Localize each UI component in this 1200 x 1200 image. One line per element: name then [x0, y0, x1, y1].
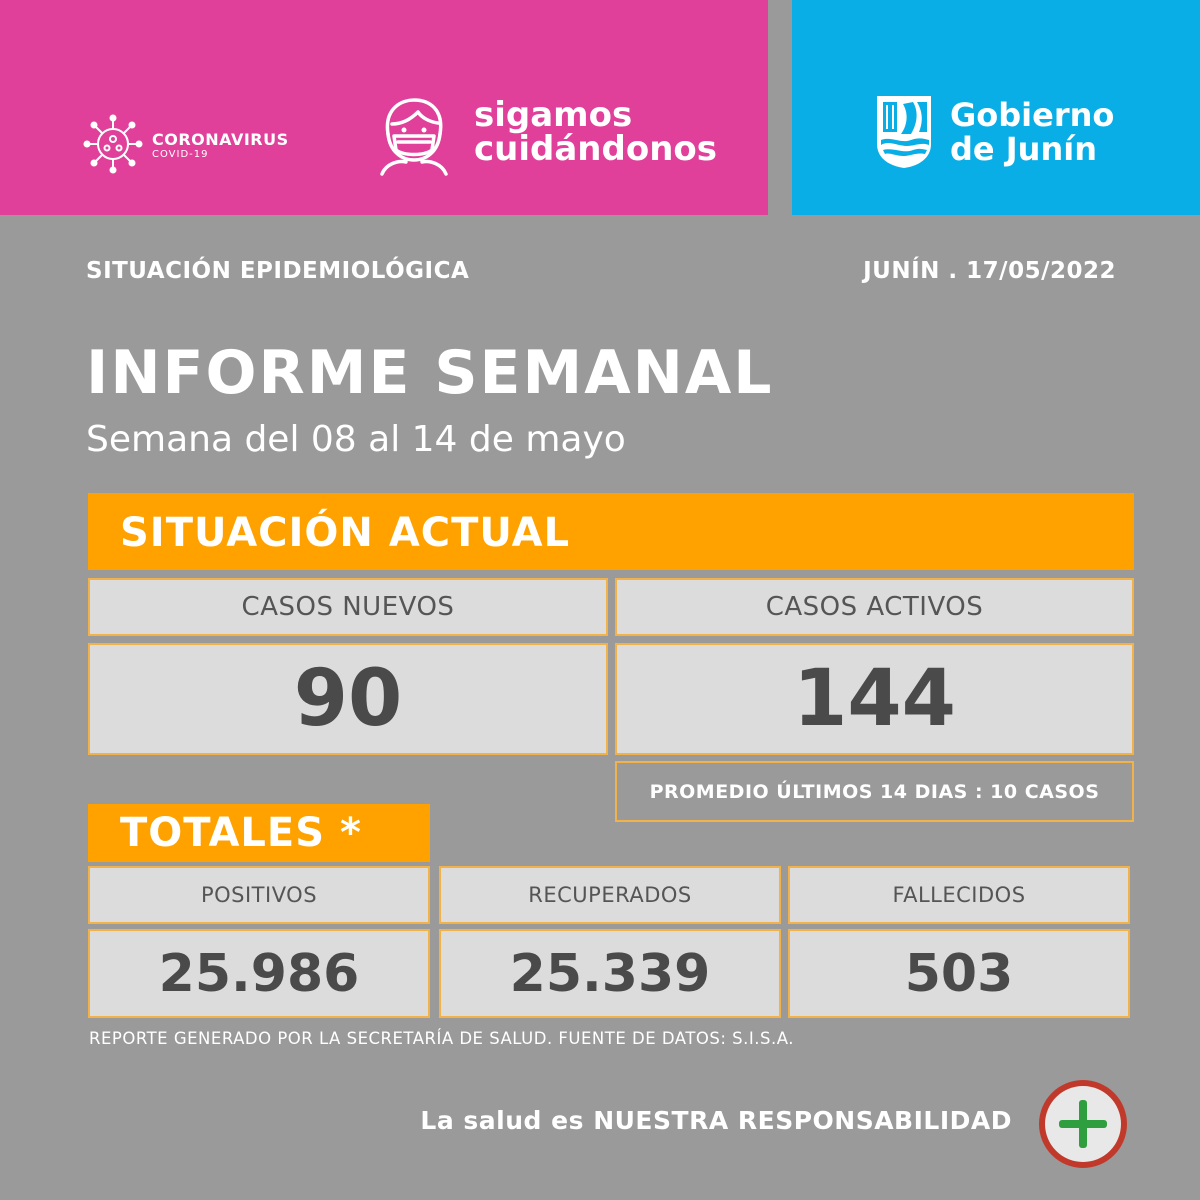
slogan-prefix: La salud es: [420, 1106, 584, 1135]
casos-nuevos-label: CASOS NUEVOS: [88, 578, 608, 636]
casos-activos-value: 144: [615, 643, 1134, 755]
source-note: REPORTE GENERADO POR LA SECRETARÍA DE SALUD. FUENTE DE DATOS: S.I.S.A.: [89, 1029, 794, 1048]
recuperados-label: RECUPERADOS: [439, 866, 781, 924]
page-title: INFORME SEMANAL: [86, 338, 774, 408]
casos-activos-label: CASOS ACTIVOS: [615, 578, 1134, 636]
coronavirus-title: CORONAVIRUS: [152, 130, 289, 149]
location-date: JUNÍN . 17/05/2022: [863, 258, 1116, 284]
coronavirus-logo-text: [152, 131, 289, 161]
coronavirus-icon: [82, 113, 144, 175]
campaign-line-1: sigamos: [474, 95, 633, 135]
plus-icon: [1035, 1076, 1131, 1172]
government-name: [950, 98, 1114, 166]
slogan: [420, 1106, 1012, 1135]
section-label: SITUACIÓN EPIDEMIOLÓGICA: [86, 258, 470, 284]
slogan-emphasis: NUESTRA RESPONSABILIDAD: [593, 1106, 1012, 1135]
fallecidos-value: 503: [788, 929, 1130, 1018]
situacion-actual-heading: [88, 493, 1134, 570]
government-line-2: de Junín: [950, 130, 1097, 168]
week-range: Semana del 08 al 14 de mayo: [86, 419, 626, 460]
government-line-1: Gobierno: [950, 96, 1115, 134]
promedio-14-dias: PROMEDIO ÚLTIMOS 14 DIAS : 10 CASOS: [615, 761, 1134, 822]
campaign-line-2: cuidándonos: [474, 129, 717, 169]
recuperados-value: 25.339: [439, 929, 781, 1018]
municipal-shield-icon: [873, 92, 935, 170]
campaign-slogan: [474, 95, 717, 169]
casos-nuevos-value: 90: [88, 643, 608, 755]
positivos-label: POSITIVOS: [88, 866, 430, 924]
coronavirus-subtitle: COVID-19: [152, 149, 209, 160]
fallecidos-label: FALLECIDOS: [788, 866, 1130, 924]
totales-heading: [88, 804, 430, 862]
totales-title: TOTALES *: [120, 810, 362, 856]
situacion-actual-title: SITUACIÓN ACTUAL: [120, 510, 571, 556]
positivos-value: 25.986: [88, 929, 430, 1018]
face-mask-icon: [376, 96, 452, 176]
